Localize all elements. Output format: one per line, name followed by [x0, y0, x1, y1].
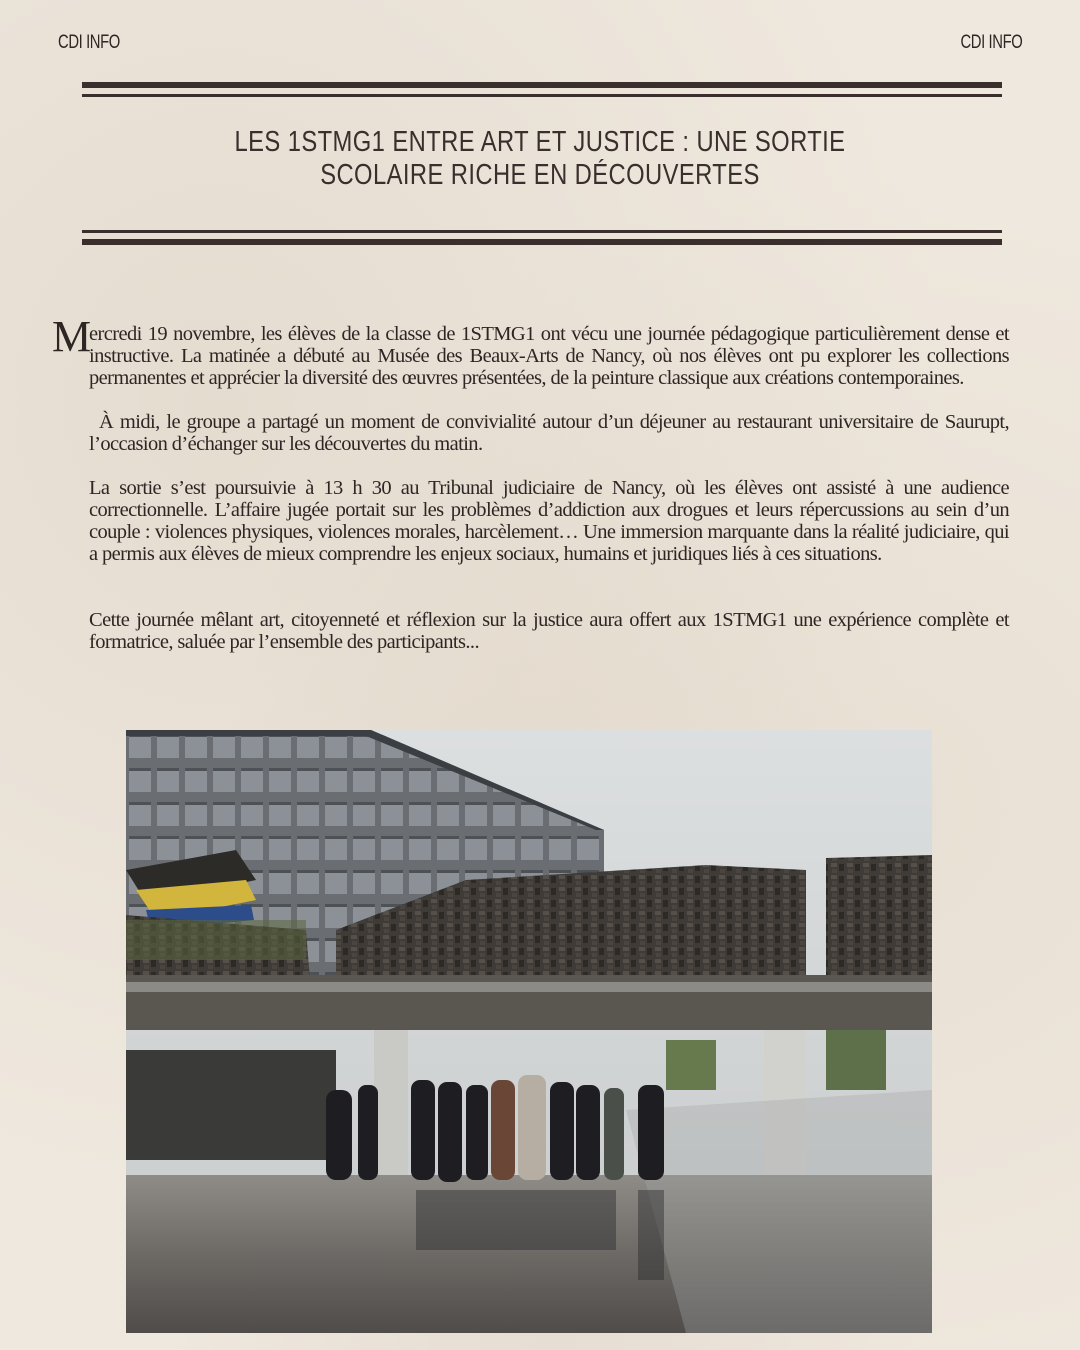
paragraph-4: Cette journée mêlant art, citoyenneté et réflexion sur la justice aura offert aux 1STMG1 une expérience complète et formatrice, saluée par l’ensemble des participants...	[89, 609, 1009, 653]
canopy-edge	[126, 982, 932, 992]
top-rule-thick	[82, 82, 1002, 88]
tree-right	[826, 1020, 886, 1090]
article-photo	[126, 730, 932, 1333]
relief-sculpture-right	[826, 855, 932, 975]
article-title: LES 1STMG1 ENTRE ART ET JUSTICE : UNE SORTIE SCOLAIRE RICHE EN DÉCOUVERTES	[234, 126, 846, 191]
header-right-label: CDI INFO	[960, 32, 1022, 53]
student-group	[326, 1075, 664, 1182]
paragraph-2: À midi, le groupe a partagé un moment de convivialité autour d’un déjeuner au restaurant universitaire de Saurupt, l’occasion d’échanger sur les découvertes du matin.	[89, 411, 1009, 455]
drop-cap: M	[52, 312, 92, 361]
top-rule-thin	[82, 94, 1002, 97]
bottom-rule-thick	[82, 239, 1002, 245]
bottom-rule-thin	[82, 230, 1002, 233]
tree-center	[666, 1040, 716, 1090]
paragraph-1: ercredi 19 novembre, les élèves de la classe de 1STMG1 ont vécu une journée pédagogique particulièrement dense et instructive. La matinée a débuté au Musée des Beaux-Arts de Nancy, où nos élèves ont pu explorer les collections permanentes et apprécier la diversité des œuvres présentées, de la peinture classique aux créations contemporaines.	[89, 323, 1009, 389]
ground-floor-glass	[126, 1050, 336, 1160]
header-left-label: CDI INFO	[58, 32, 120, 53]
pillar-left	[374, 1030, 408, 1180]
photo-illustration	[126, 730, 932, 1333]
paragraph-3: La sortie s’est poursuivie à 13 h 30 au Tribunal judiciaire de Nancy, où les élèves ont assisté à une audience correctionnelle. L’affaire jugée portait sur les problèmes d’addiction aux drogues et leurs répercussions au sein d’un couple : violences physiques, violences morales, harcèlement… Une immersion marquante dans la réalité judiciaire, qui a permis aux élèves de mieux comprendre les enjeux sociaux, humains et juridiques liés à ces situations.	[89, 477, 1009, 565]
moss-left	[126, 920, 306, 960]
